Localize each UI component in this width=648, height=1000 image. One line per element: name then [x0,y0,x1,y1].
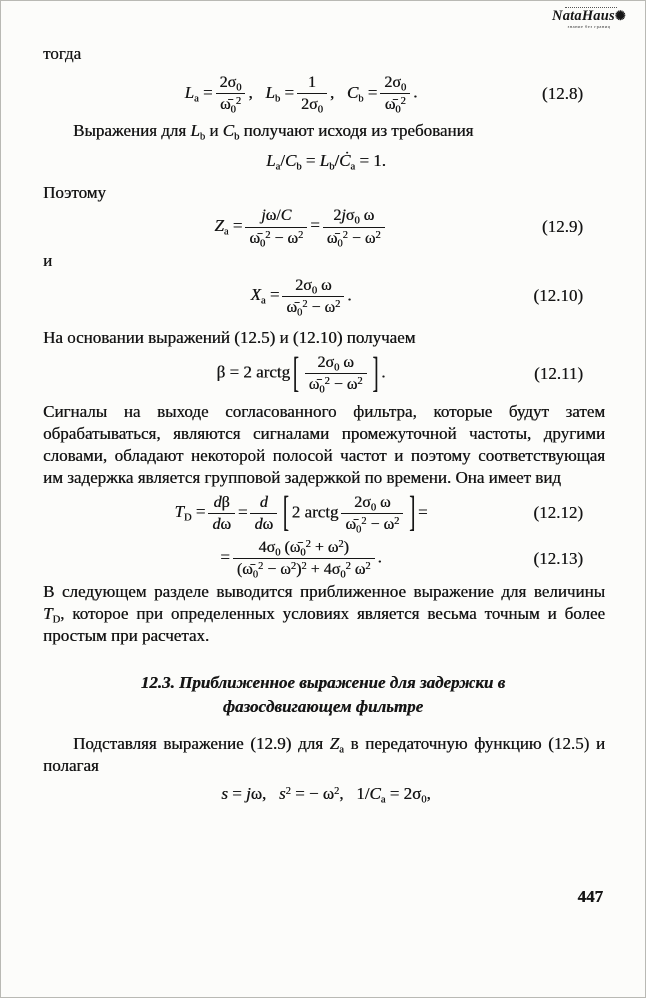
math-fragment: . [377,547,382,567]
right-bracket: ] [372,348,379,397]
equation-number: (12.13) [533,548,583,568]
fraction: $\frac{2\sigma_0 \omega}{\omegā_0^2 - \omega^2}$ [282,276,344,317]
math-fragment: 2 arctg [291,502,339,522]
math-fragment: = [417,502,428,522]
paragraph-na-osnovanii: На основании выражений (12.5) и (12.10) получаем [43,328,416,348]
paragraph-poetomu: Поэтому [43,183,106,203]
section-heading-line2: фазосдвигающем фильтре [222,697,424,717]
equation-12-11 [1,348,601,397]
equation-12-13 [1,538,601,579]
section-heading [61,671,585,719]
fraction: $\frac{2\sigma_0}{\omegā_0^2}$ [380,73,410,114]
fraction: $\frac{2j\sigma_0 \omega}{\omegā_0^2 - \omega^2}$ [323,206,385,247]
equation-number: (12.10) [533,286,583,306]
swirl-icon: ✺ [614,8,626,23]
equation-number: (12.12) [533,503,583,523]
math-fragment: $Z_a$ = [214,215,243,238]
equation-12-12 [1,488,601,536]
fraction: $\frac{d}{d\omega}$ [250,493,277,534]
math-fragment: $X_a$ = [250,285,280,307]
equation-ratio: $L_a/C_b$ = $L_b/Ċ_a = 1$. [266,151,386,173]
math-fragment: , $L_b$ = [248,82,294,105]
fraction: $\frac{4\sigma_0 (\omegā_0^2 + \omega^2)}{(\omegā_0^2 - \omega^2)^2 + 4\sigma_0^2 \omega^2}$ [233,538,375,579]
fraction: $\frac{2\sigma_0}{\omegā_0^2}$ [216,73,246,114]
math-fragment: = [310,215,320,235]
math-fragment: $T_D$ = [174,502,206,524]
natahaus-logo [543,4,635,29]
fraction: $\frac{d\beta}{d\omega}$ [208,493,235,534]
section-heading-line1: 12.3. Приближенное выражение для задержки в [140,673,506,693]
right-bracket: ] [409,488,415,536]
math-fragment: . [413,82,418,102]
math-fragment: . [381,362,386,382]
left-bracket: [ [293,348,299,397]
paragraph-i: и [43,250,53,270]
equation-12-8 [1,73,601,114]
math-fragment: , $C_b$ = [329,82,378,105]
equation-12-9 [1,206,601,250]
equation-number: (12.8) [541,83,583,103]
equation-number: (12.9) [541,217,583,237]
math-fragment: $L_a$ = [184,82,213,105]
fraction: $\frac{2\sigma_0 \omega}{\omegā_0^2 - \omega^2}$ [305,353,367,394]
fraction: $\frac{2\sigma_0 \omega}{\omegā_0^2 - \omega^2}$ [341,493,403,534]
equation-substitutions: s = jω, $s^2$ = − $\omega^2$, $1/C_a = 2\sigma_0$, [221,784,431,806]
page-number: 447 [577,887,603,906]
math-fragment: . [347,285,352,305]
equation-12-10 [1,276,601,317]
logo-text: NataHaus [552,8,615,24]
fraction: $\frac{j\omega/C}{\omegā_0^2 - \omega^2}$ [245,206,307,247]
left-bracket: [ [283,488,289,536]
math-fragment: β = 2 arctg [216,362,291,382]
fraction: $\frac{1}{2\sigma_0}$ [297,73,327,114]
paragraph-signals: Сигналы на выходе согласованного фильтра, которые будут затем обрабатываться, являются сигналами промежуточной частоты, другими словами, обладают некоторой полосой частот и поэтому соответствующая им задержка является групповой задержкой по времени. Она имеет вид [43,401,605,487]
paragraph-next-section: В следующем разделе выводится приближенное выражение для величины $T_D$, которое при определенных условиях является весьма точным и более простым при расчетах. [43,582,605,646]
paragraph-togda: тогда [43,44,82,63]
math-fragment: = [220,547,230,567]
equation-number: (12.11) [534,363,583,383]
logo-wordmark [543,9,635,24]
paragraph-vyrazheniya: Выражения для $L_b$ и $C_b$ получают исходя из требования [73,121,474,143]
logo-tagline: знание без границ [567,23,611,29]
paragraph-podstavlyaya: Подставляя выражение (12.9) для $Z_a$ в передаточную функцию (12.5) и полагая [43,734,606,776]
math-fragment: = [237,502,248,522]
